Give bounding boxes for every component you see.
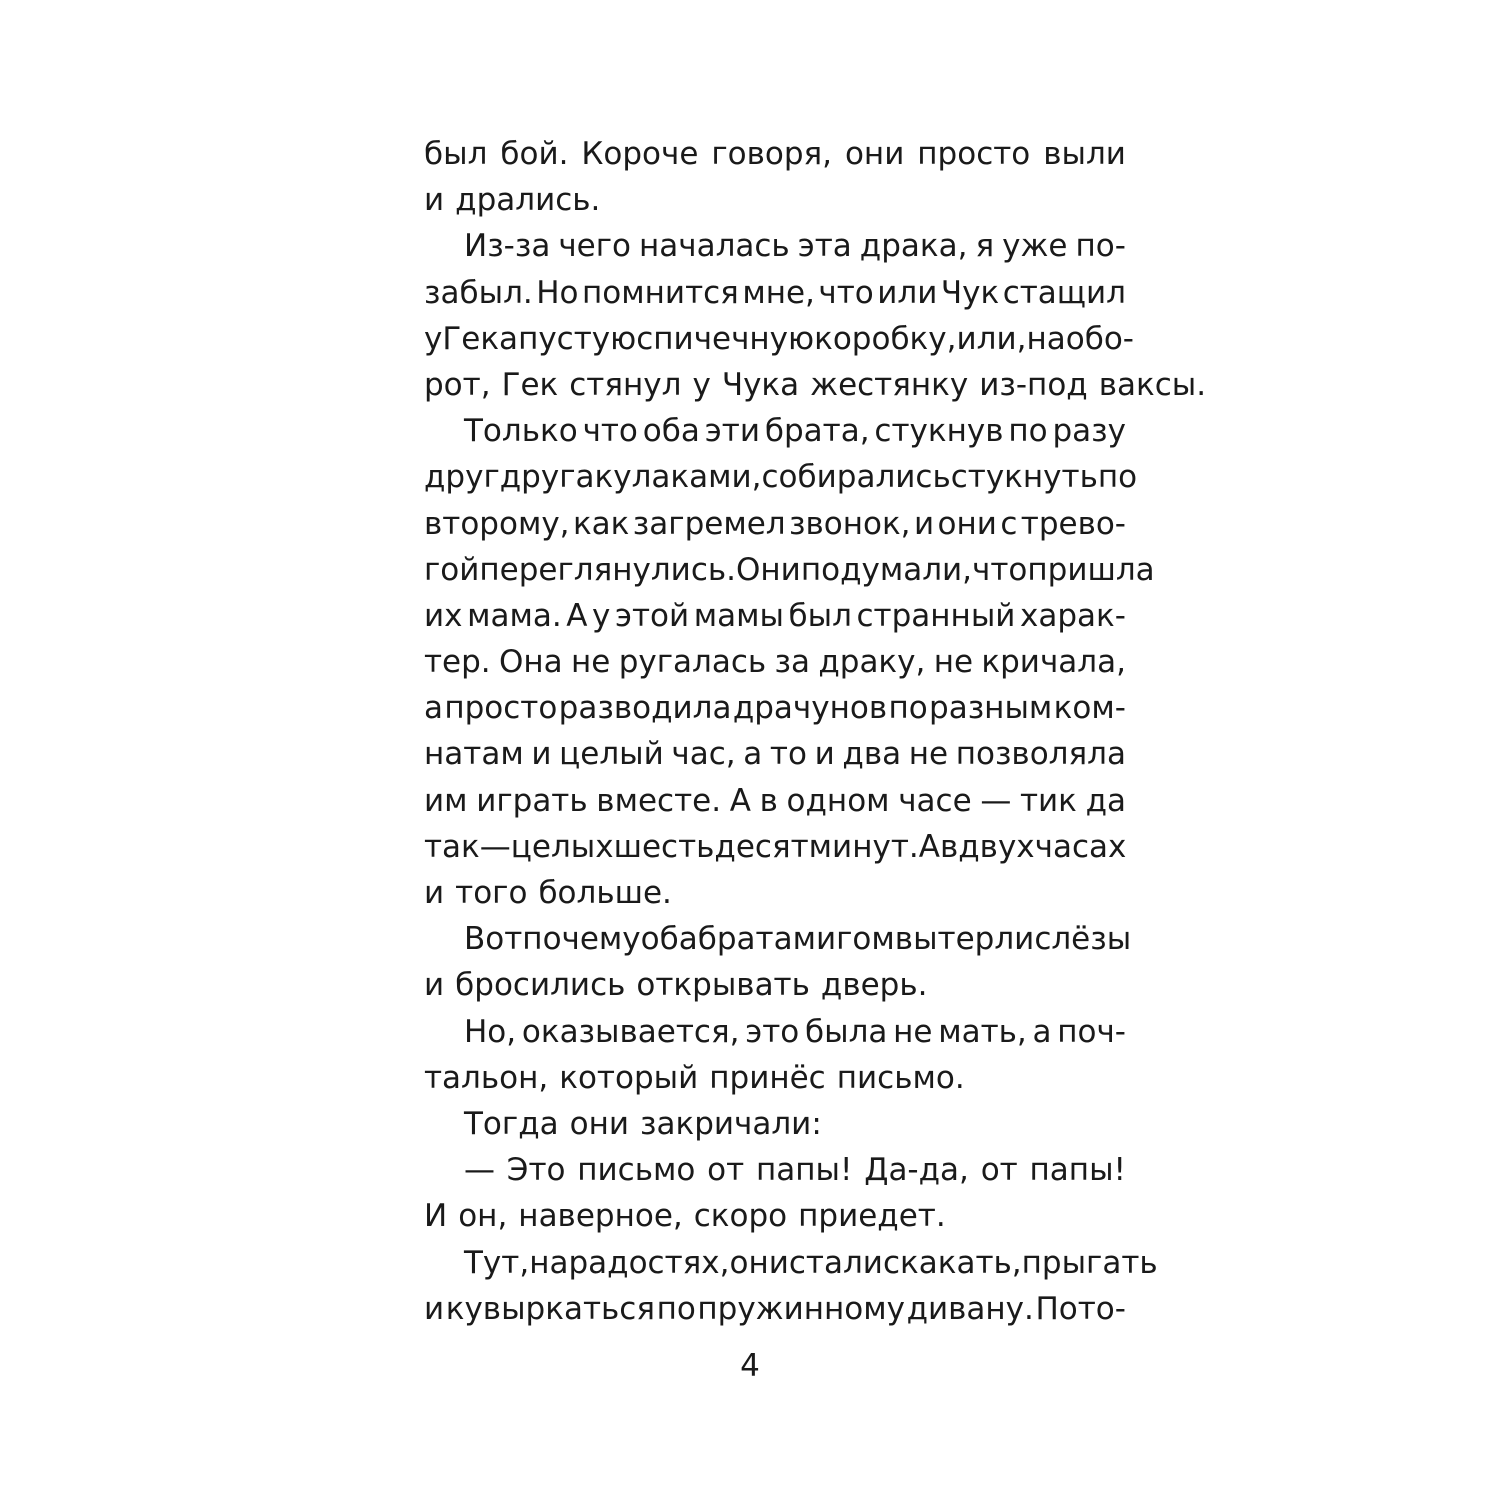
word: просто [444,690,558,727]
word: стащил [1002,274,1126,311]
word: разным [929,690,1053,727]
word: коробку, [814,320,957,357]
word: больше. [538,875,672,911]
word: что [582,413,638,450]
word: была [804,1013,888,1050]
word: от [980,1152,1018,1189]
text-line [424,223,1126,269]
text-line [424,1193,1126,1239]
word: по [1097,459,1138,496]
word: да [1085,782,1126,819]
word: мне, [742,274,815,311]
word: ваксы. [1098,366,1207,403]
word: по [656,1290,696,1327]
word: разводила [558,690,732,727]
word: пришла [1027,551,1155,588]
word: по- [1075,228,1126,265]
word: харак- [1020,597,1126,634]
word: наобо- [1026,320,1134,357]
word: странный [856,597,1016,634]
word: им [424,782,468,819]
text-line [424,1055,1126,1101]
word: скоро [693,1198,788,1235]
body-text [424,131,1207,1332]
text-line [424,778,1126,824]
word: вместе. [596,782,722,819]
word: не [893,1013,933,1050]
word: открывать [636,967,810,1004]
word: принёс [709,1059,826,1096]
word: ком- [1053,690,1126,727]
word: чего [558,228,631,265]
text-line [424,731,1126,777]
word: — [479,828,511,865]
word: а [743,736,763,773]
text-line [424,593,1126,639]
word: целых [510,828,614,865]
word: подумали, [800,551,973,588]
word: Из-за [464,228,551,265]
text-line [424,639,1126,685]
word: брата [697,921,793,958]
word: разу [1052,413,1126,450]
word: мама. [467,597,562,634]
word: звонок, [789,505,911,542]
word: и [531,736,552,773]
word: и [913,505,935,542]
word: письмо. [836,1059,965,1096]
word: от [707,1152,745,1189]
word: по [1008,413,1048,450]
text-line [424,501,1126,547]
text-line [424,1286,1126,1332]
word: не [908,736,949,773]
word: наверное, [518,1198,683,1235]
word: не [571,644,611,681]
word: Вот [464,921,523,958]
word: дверь. [820,967,928,1004]
word: пружинному [697,1290,905,1327]
word: на [529,1244,569,1281]
word: был [788,597,852,634]
word: часе [898,782,972,819]
text-line [424,1240,1158,1286]
word: не [933,644,974,681]
word: часах [1034,828,1127,865]
word: второму, [424,505,570,542]
word: дивану. [906,1290,1034,1327]
word: говоря, [711,136,833,172]
word: Гека [442,320,519,357]
word: друга [499,459,595,496]
text-line [424,362,1207,408]
word: Но, [464,1013,517,1050]
text-line [424,270,1126,316]
word: то [769,736,807,773]
word: эти [704,413,760,450]
word: кричала, [981,644,1126,681]
text-line [424,1101,1126,1147]
word: драку, [818,644,926,681]
word: уже [1002,228,1068,265]
word: тальон, [424,1059,549,1096]
word: — [980,782,1012,819]
word: И [424,1198,448,1235]
word: оба [640,921,698,958]
word: радостях, [568,1244,730,1281]
word: их [424,597,463,634]
word: просто [917,136,1031,172]
word: эта [797,228,852,265]
word: который [559,1059,699,1096]
word: того [455,875,528,911]
word: так [424,828,480,865]
text-line [424,916,1132,962]
word: Это [506,1152,566,1189]
word: и [424,967,445,1004]
word: Она [499,644,563,681]
word: Но [536,274,579,311]
word: оба [642,413,700,450]
word: А [566,597,588,634]
word: дрались. [455,182,601,219]
text-line [424,316,1134,362]
word: спичечную [636,320,815,357]
word: целый [559,736,664,773]
text-line [424,454,1138,500]
word: у [592,597,611,634]
word: А [918,828,940,865]
word: папы! [755,1152,853,1189]
word: в [939,828,959,865]
word: два [842,736,902,773]
word: и [814,736,835,773]
word: драка, [859,228,968,265]
word: стукнуть [950,459,1098,496]
text-line [424,962,1126,1008]
text-line [424,131,1126,177]
word: Гек [501,366,559,403]
word: бросились [455,967,626,1004]
word: ругалась [618,644,767,681]
word: загремел [632,505,786,542]
word: папы! [1029,1152,1126,1189]
word: забыл. [424,274,533,311]
word: трево- [1020,505,1126,542]
word: он, [458,1198,508,1235]
word: этой [614,597,690,634]
word: или [877,274,938,311]
text-line [424,177,1126,223]
word: одном [786,782,890,819]
word: натам [424,736,524,773]
word: они [569,1105,630,1142]
word: как [572,505,630,542]
word: Чук [940,274,1000,311]
word: шестьдесят [613,828,809,865]
word: позволяла [955,736,1126,773]
word: стянул [569,366,682,403]
word: был [424,136,488,172]
word: и [424,875,445,911]
word: и [424,182,445,219]
word: гой [424,551,480,588]
word: Короче [581,136,699,172]
word: они [844,136,905,172]
word: минут. [808,828,919,865]
word: выли [1043,136,1126,172]
word: они [729,1244,789,1281]
word: а [1032,1013,1052,1050]
word: Пото- [1035,1290,1126,1327]
word: вытерли [894,921,1035,958]
word: брата, [764,413,870,450]
word: слёзы [1034,921,1132,958]
word: час, [671,736,736,773]
word: рот, [424,366,491,403]
text-line [424,1009,1126,1055]
word: мигом [792,921,895,958]
word: играть [476,782,588,819]
word: помнится [582,274,739,311]
word: письмо [577,1152,696,1189]
word: — [464,1152,495,1189]
word: переглянулись. [479,551,736,588]
word: а [424,690,443,727]
word: тер. [424,644,491,681]
text-line [424,870,1126,916]
word: по [888,690,928,727]
word: собирались [761,459,951,496]
word: это [745,1013,800,1050]
word: кулаками, [594,459,762,496]
word: с [1000,505,1018,542]
word: бой. [500,136,569,172]
word: за [774,644,810,681]
word: или, [956,320,1027,357]
word: жестянку [810,366,969,403]
word: закричали: [640,1105,822,1142]
word: поч- [1057,1013,1126,1050]
word: у [692,366,711,403]
word: что [972,551,1028,588]
word: стукнув [874,413,1004,450]
word: двух [958,828,1035,865]
word: Чука [721,366,800,403]
text-line [424,408,1126,454]
word: Только [464,413,578,450]
text-line [424,685,1126,731]
word: они [937,505,997,542]
word: тик [1019,782,1077,819]
word: А [729,782,751,819]
word: из-под [979,366,1088,403]
word: оказывается, [521,1013,740,1050]
text-line [424,547,1155,593]
word: драчунов [732,690,888,727]
word: и [424,1290,445,1327]
word: почему [522,921,641,958]
word: в [759,782,778,819]
word: приедет. [798,1198,946,1235]
page-number: 4 [740,1348,760,1384]
word: Да-да, [864,1152,969,1189]
word: я [975,228,995,265]
word: началась [639,228,790,265]
word: пустую [518,320,637,357]
word: мамы [693,597,784,634]
word: друг [424,459,500,496]
text-line [424,824,1126,870]
word: скакать, [882,1244,1022,1281]
word: мать, [938,1013,1027,1050]
word: Тогда [464,1105,559,1142]
word: что [818,274,874,311]
word: кувыркаться [445,1290,655,1327]
word: Тут, [464,1244,530,1281]
text-line [424,1147,1126,1193]
word: стали [788,1244,883,1281]
word: прыгать [1021,1244,1158,1281]
word: у [424,320,443,357]
word: Они [736,551,801,588]
